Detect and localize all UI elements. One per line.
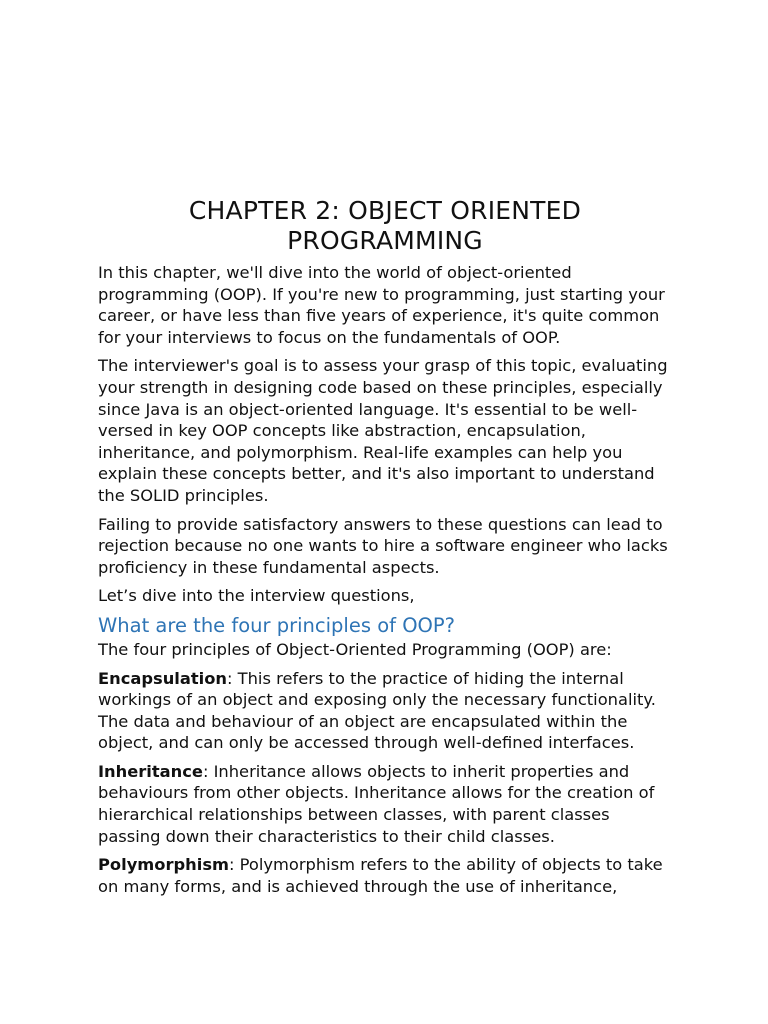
principle-encapsulation bbox=[98, 668, 672, 754]
principle-text: : Polymorphism refers to the ability of objects to take on many forms, and is achieved through the use of inheritance, bbox=[98, 855, 663, 896]
chapter-title bbox=[98, 196, 672, 256]
principle-inheritance bbox=[98, 761, 672, 847]
document-page bbox=[98, 196, 672, 904]
principle-term: Encapsulation bbox=[98, 668, 227, 688]
chapter-title-line2: PROGRAMMING bbox=[287, 226, 483, 255]
section-heading: What are the four principles of OOP? bbox=[98, 613, 455, 637]
principle-term: Polymorphism bbox=[98, 855, 229, 875]
intro-paragraph-1: In this chapter, we'll dive into the world of object-oriented programming (OOP). If you're new to programming, just starting your career, or have less than five years of experience, it's quite common for your interviews to focus on the fundamentals of OOP. bbox=[98, 263, 665, 347]
section-lead: The four principles of Object-Oriented Programming (OOP) are: bbox=[98, 639, 612, 659]
principle-text: : This refers to the practice of hiding the internal workings of an object and exposing only the necessary functionality. The data and behaviour of an object are encapsulated within the object, and can only be accessed through well-defined interfaces. bbox=[98, 668, 656, 753]
principle-text: : Inheritance allows objects to inherit properties and behaviours from other objects. Inheritance allows for the creation of hierarchical relationships between classes, with parent classes passing down their characteristics to their child classes. bbox=[98, 761, 655, 846]
principle-term: Inheritance bbox=[98, 761, 203, 781]
principle-polymorphism bbox=[98, 854, 672, 897]
intro-paragraph-2: The interviewer's goal is to assess your grasp of this topic, evaluating your strength in designing code based on these principles, especially since Java is an object-oriented language. It's essential to be well-versed in key OOP concepts like abstraction, encapsulation, inheritance, and polymorphism. Real-life examples can help you explain these concepts better, and it's also important to understand the SOLID principles. bbox=[98, 356, 668, 505]
intro-paragraph-4: Let’s dive into the interview questions, bbox=[98, 586, 415, 606]
intro-paragraph-3: Failing to provide satisfactory answers to these questions can lead to rejection because no one wants to hire a software engineer who lacks proficiency in these fundamental aspects. bbox=[98, 514, 668, 577]
chapter-title-line1: CHAPTER 2: OBJECT ORIENTED bbox=[188, 196, 582, 225]
